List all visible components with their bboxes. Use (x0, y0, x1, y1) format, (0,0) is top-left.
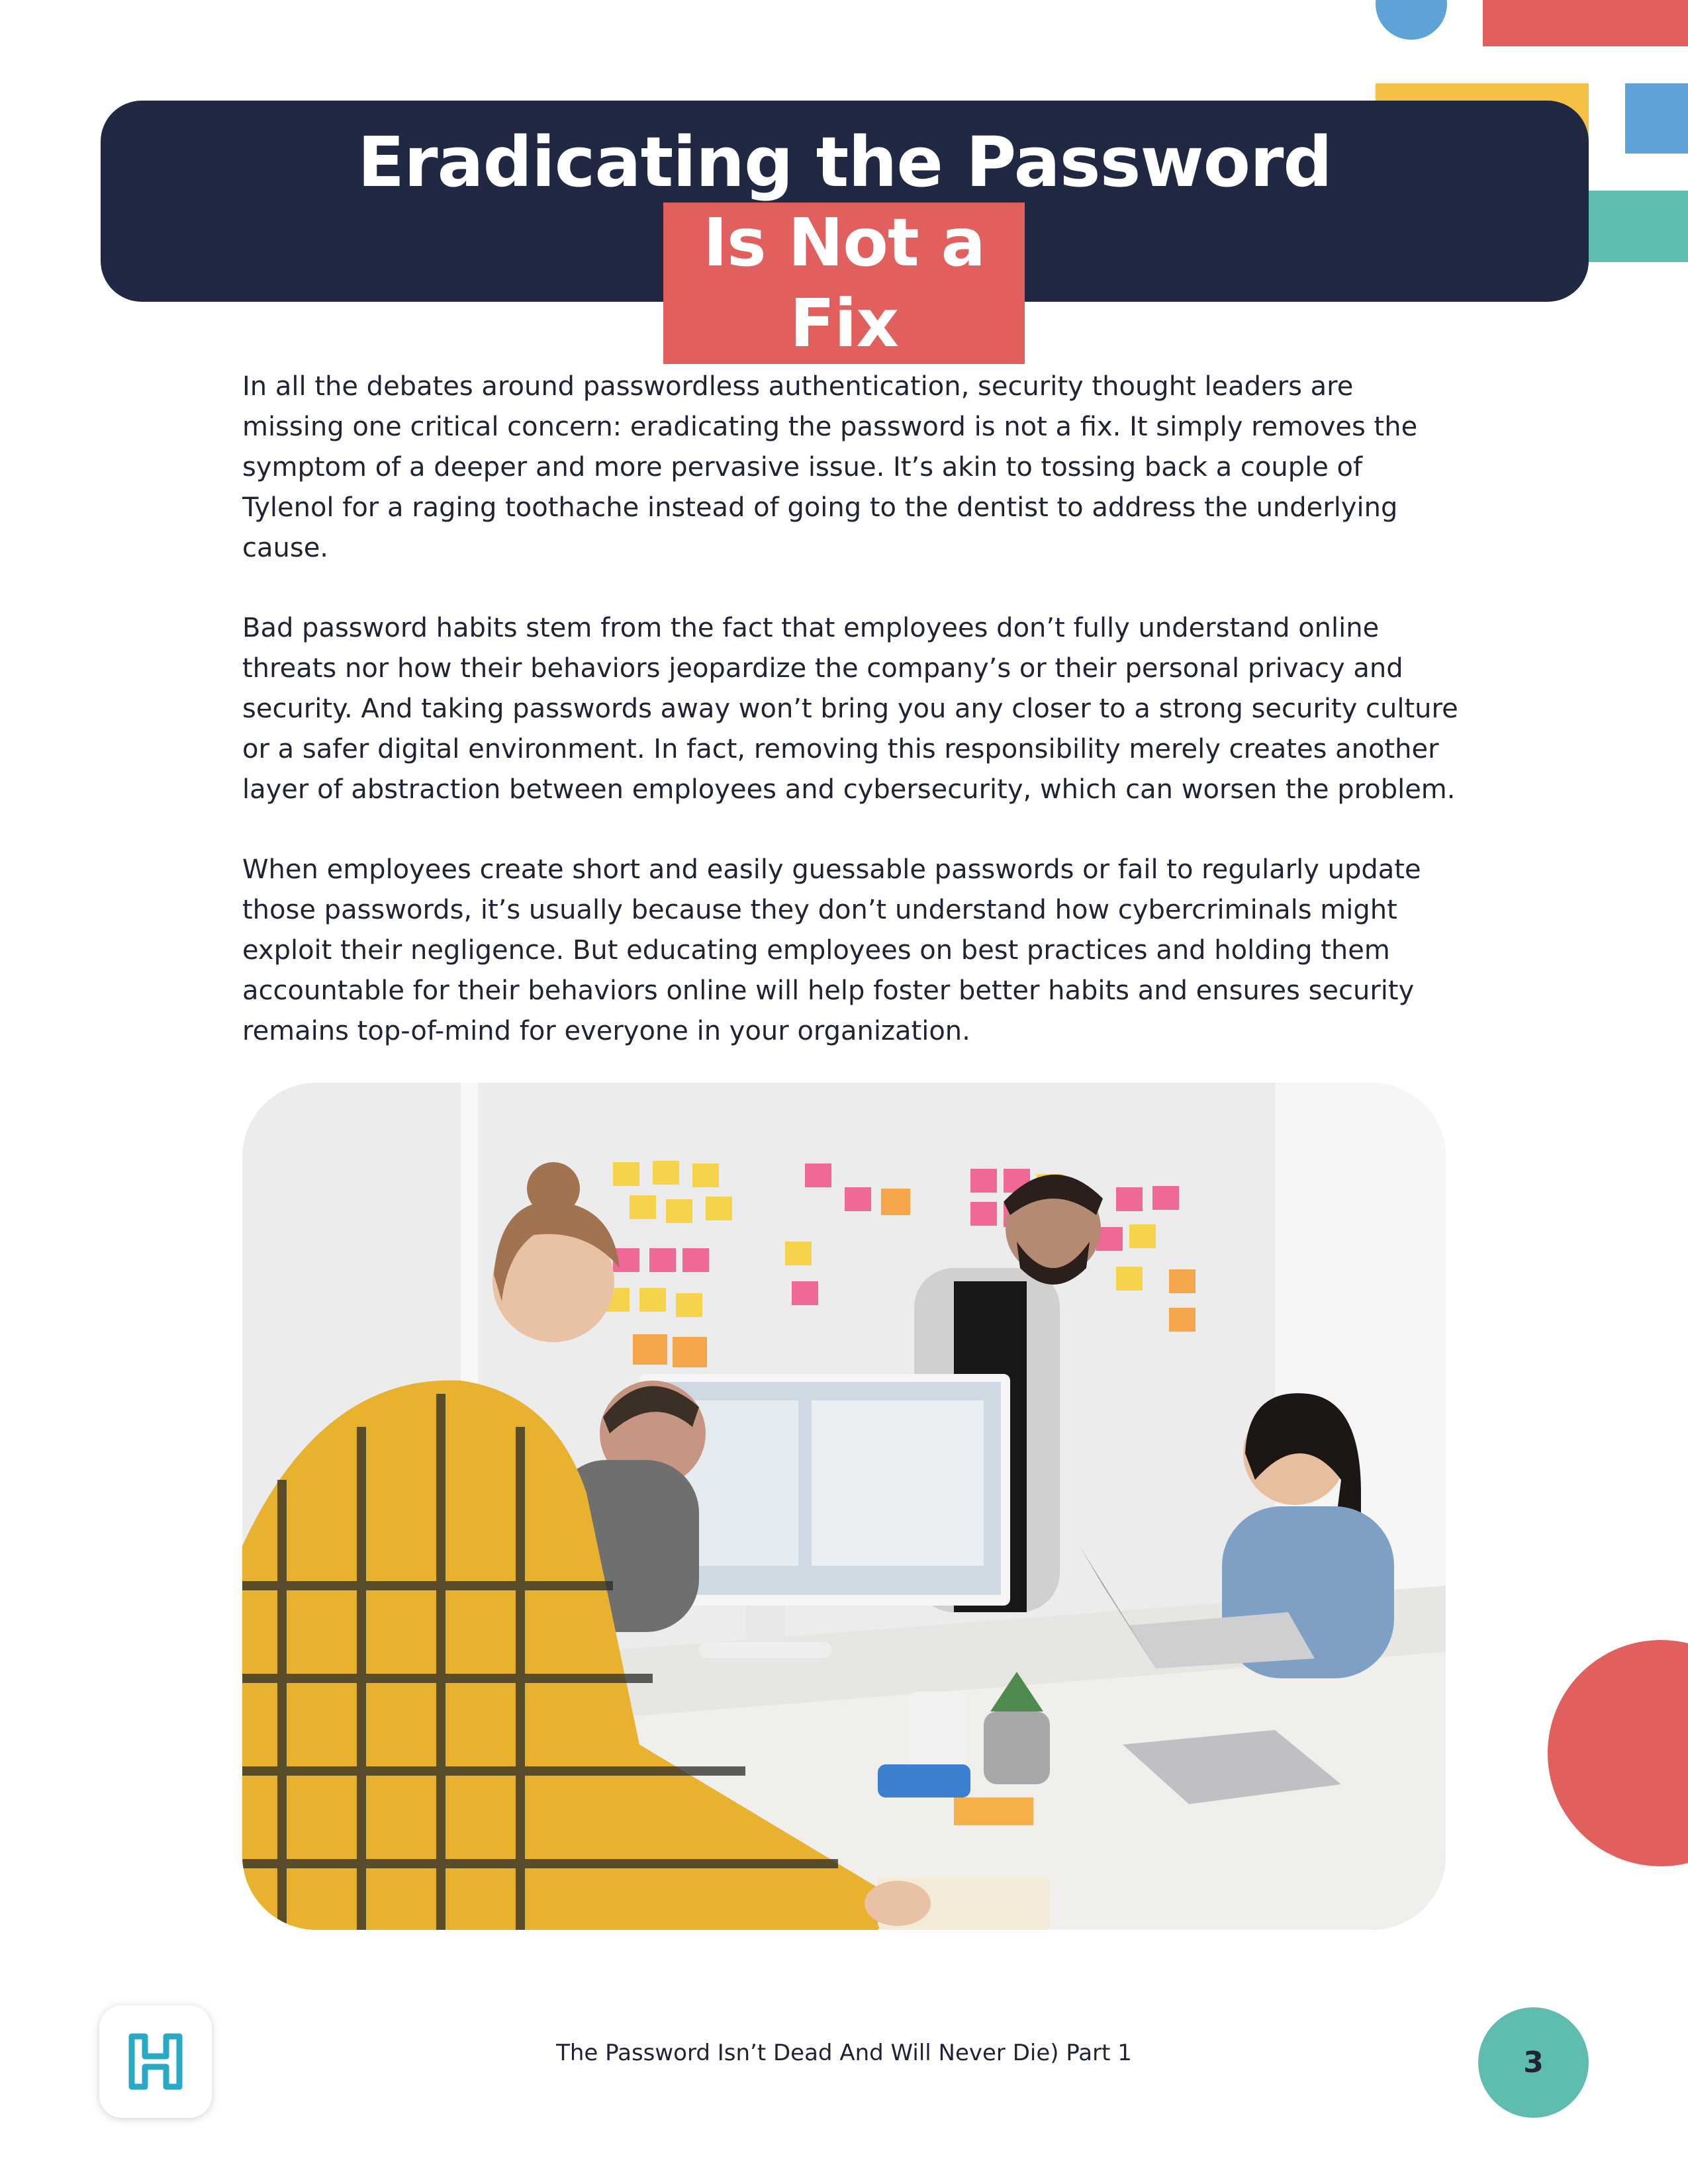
meeting-photo (242, 1083, 1446, 1930)
decor-red-circle (1548, 1640, 1688, 1866)
page-title-highlight-wrap (0, 203, 1688, 364)
page-number: 3 (1478, 2007, 1589, 2118)
paragraph: Bad password habits stem from the fact that employees don’t fully understand online threats nor how their behaviors jeopardize the company’s or their personal privacy and security. And taking passwords away won’t bring you any closer to a strong security culture or a safer digital environment. In fact, removing this responsibility merely creates another layer of abstraction between employees and cybersecurity, which can worsen the problem. (242, 613, 1458, 805)
decor-blue-circle (1376, 0, 1447, 40)
logo (99, 2005, 212, 2118)
decor-blue-square (1625, 83, 1688, 154)
page-title-highlight: Is Not a Fix (663, 203, 1025, 364)
paragraph: In all the debates around passwordless authentication, security thought leaders are missing one critical concern: eradicating the password is not a fix. It simply removes the symptom of a deeper and more pervasive issue. It’s akin to tossing back a couple of Tylenol for a raging toothache instead of going to the dentist to address the underlying cause. (242, 371, 1418, 563)
h-logo-icon (122, 2028, 189, 2095)
footer-document-title: The Password Isn’t Dead And Will Never Die) Part 1 (556, 2040, 1132, 2066)
page-title: Eradicating the Password (357, 122, 1332, 203)
body-text (242, 367, 1460, 1091)
paragraph: When employees create short and easily guessable passwords or fail to regularly update those passwords, it’s usually because they don’t understand how cybercriminals might exploit their negligence. But educating employees on best practices and holding them accountable for their behaviors online will help foster better habits and ensures security remains top-of-mind for everyone in your organization. (242, 854, 1421, 1046)
decor-red-bar (1483, 0, 1688, 46)
